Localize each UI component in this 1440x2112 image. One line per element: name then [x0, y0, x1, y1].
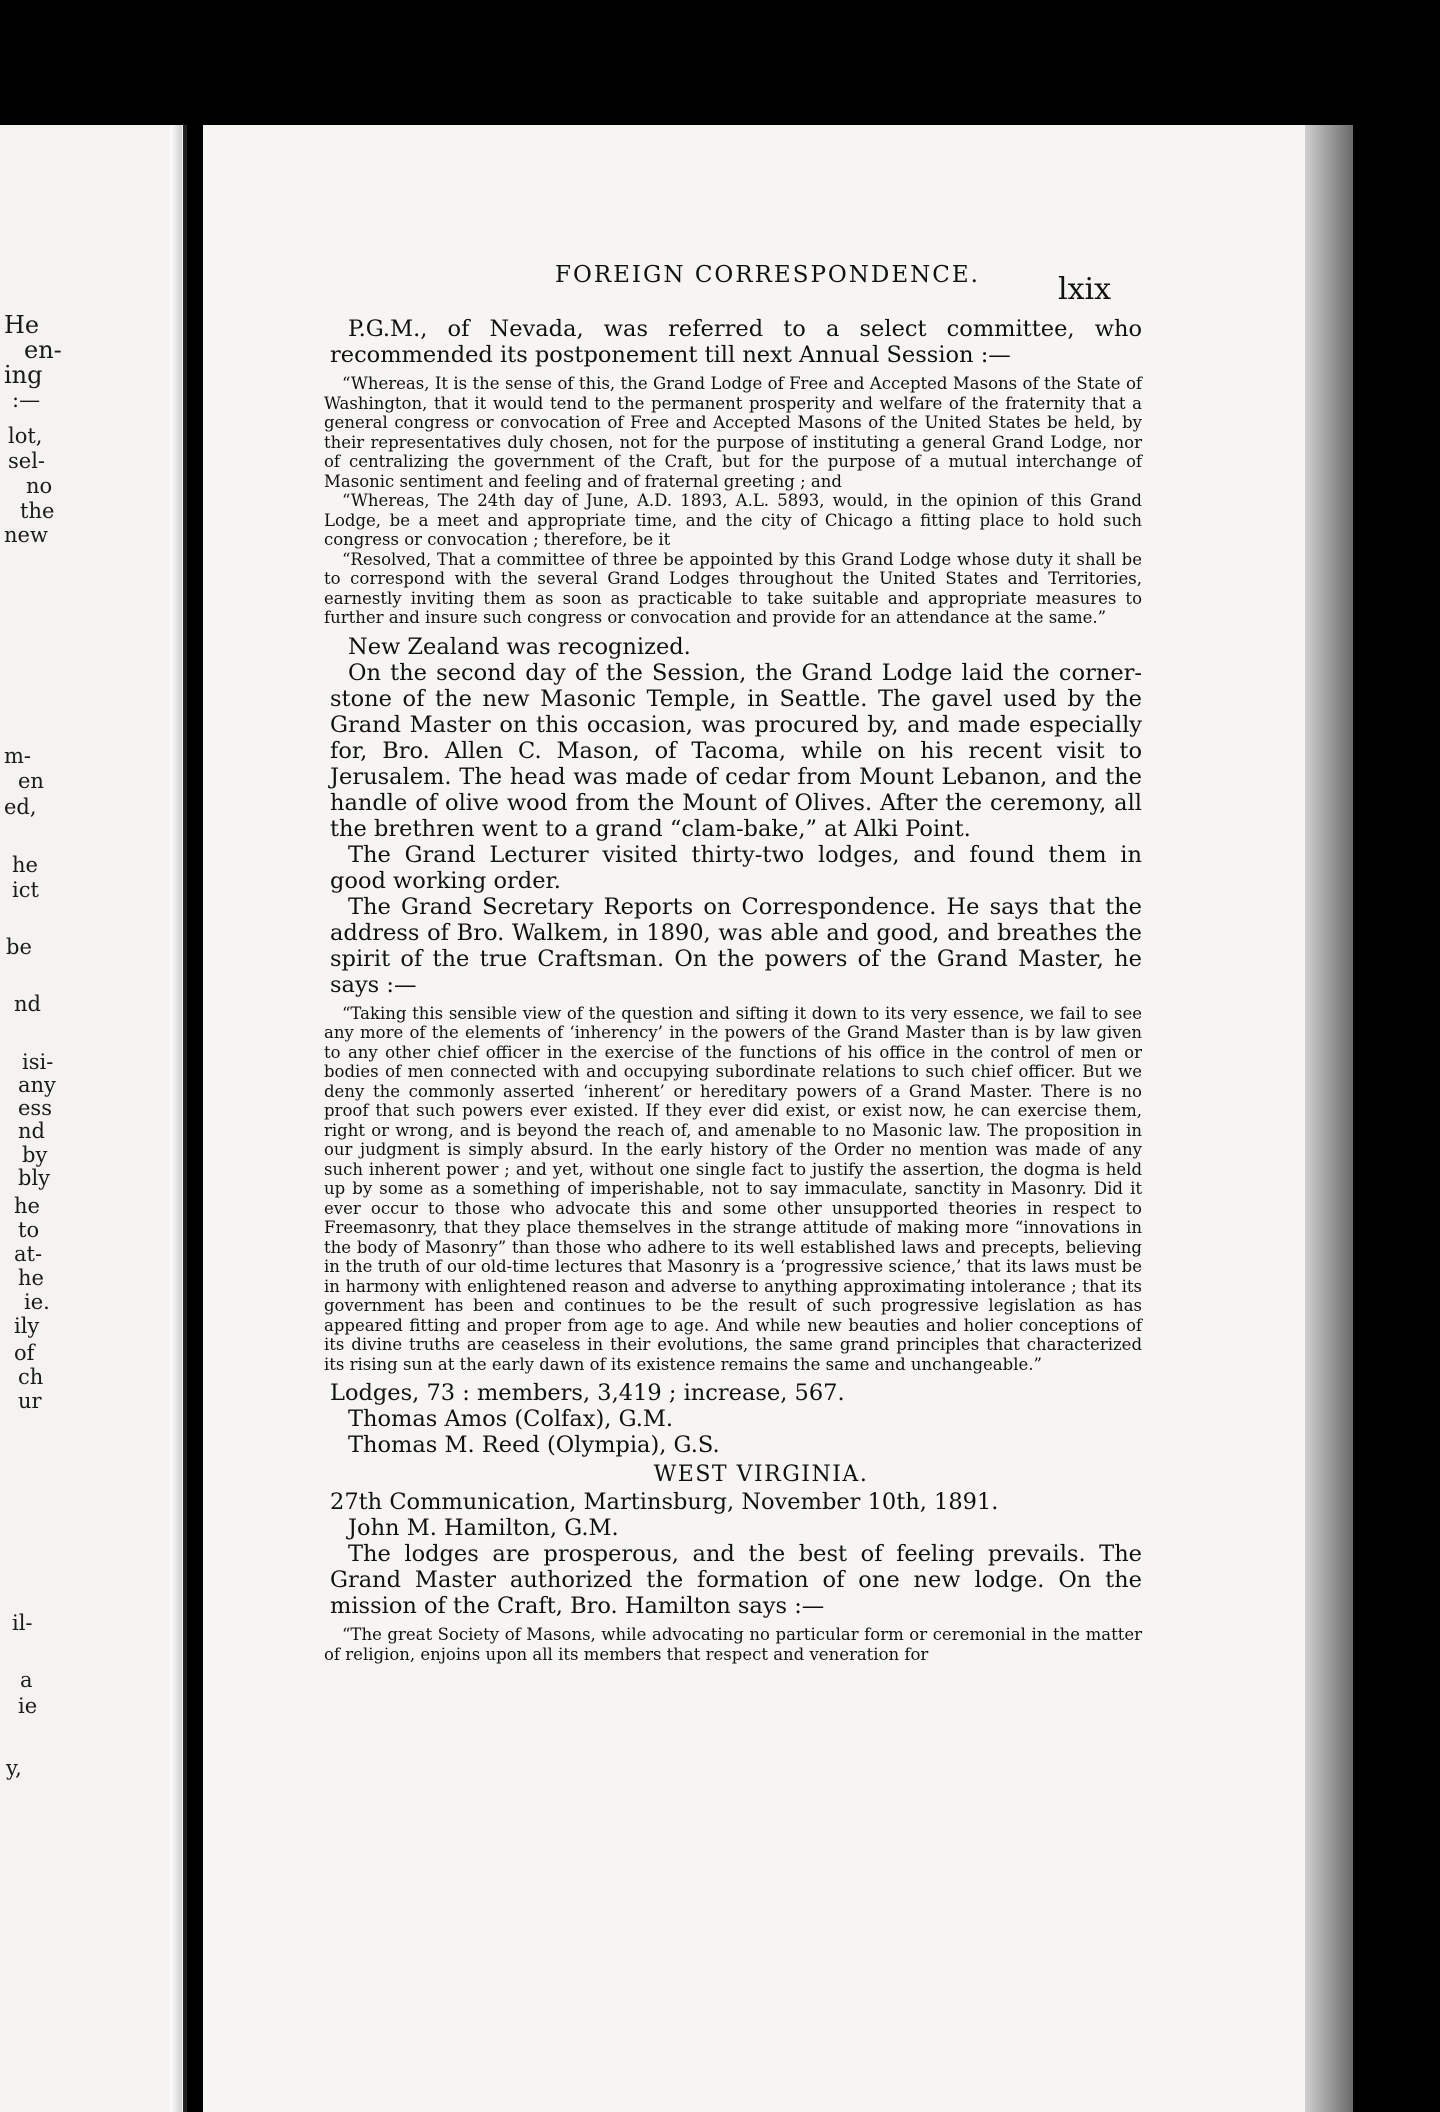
page-number: lxix	[1058, 272, 1112, 307]
quoted-whereas-1: “Whereas, It is the sense of this, the Grand Lodge of Free and Accepted Masons of the State of Washington, that it would tend to the permanent prosperity and welfare of the fraternity that a general congress or convocation of Free and Accepted Masons of the United States be held, by their representatives duly chosen, not for the purpose of instituting a general Grand Lodge, nor of centralizing the government of the Craft, but for the purpose of a mutual interchange of Masonic sentiment and feeling and of fraternal greeting ; and	[324, 374, 1142, 491]
facing-page-text: ing	[4, 361, 43, 389]
page-body	[324, 316, 1142, 1664]
stat-line: Thomas M. Reed (Olympia), G.S.	[348, 1432, 720, 1458]
facing-page-text: by	[22, 1143, 48, 1167]
quoted-powers-of-grand-master: “Taking this sensible view of the question and sifting it down to its very essence, we fail to see any more of the elements of ‘inherency’ in the powers of the Grand Master than is by law given to any other chief officer in the exercise of the functions of his office in the control of men or bodies of men connected with and occupying subordinate relations to such chief officer. But we deny the commonly asserted ‘inherent’ or hereditary powers of a Grand Master. There is no proof that such powers ever existed. If they ever did exist, or exist now, he can exercise them, right or wrong, and is beyond the reach of, and amenable to no Masonic law. The proposition in our judgment is simply absurd. In the early history of the Order no mention was made of any such inherent power ; and yet, without one single fact to justify the assertion, the dogma is held up by some as a something of imperishable, not to say immaculate, sanctity in Masonry. Did it ever occur to those who advocate this and some other unsupported theories in respect to Freemasonry, that they place themselves in the strange attitude of making more “innovations in the body of Masonry” than those who adhere to its well established laws and precepts, believing in the truth of our old-time lectures that Masonry is a ‘progressive science,’ that its laws must be in harmony with enlightened reason and adverse to anything approximating intolerance ; that its government has been and continues to be the result of such progressive legislation as has appeared fitting and proper from age to age. And while new beauties and holier conceptions of its divine truths are ceaseless in their evolutions, the same grand principles that characterized its rising sun at the early dawn of its existence remains the same and unchangeable.”	[324, 1003, 1142, 1374]
facing-page-text: the	[20, 499, 55, 523]
facing-page-text: nd	[18, 1119, 45, 1143]
facing-page-text: ie	[18, 1694, 38, 1718]
gutter	[183, 125, 187, 2112]
quoted-resolution: “Resolved, That a committee of three be appointed by this Grand Lodge whose duty it shall be to correspond with the several Grand Lodges throughout the United States and Territories, earnestly inviting them as soon as practicable to take suitable and appropriate measures to further and insure such congress or convocation and provide for an attendance at the same.”	[324, 549, 1142, 627]
facing-page-text: en	[18, 769, 44, 793]
facing-page-text: he	[12, 853, 38, 877]
page-shadow	[1305, 125, 1353, 2112]
paragraph: The Grand Lecturer visited thirty-two lodges, and found them in good working order.	[330, 841, 1142, 894]
paragraph: The Grand Secretary Reports on Correspondence. He says that the address of Bro. Walkem, in 1890, was able and good, and breathes the spirit of the true Craftsman. On the powers of the Grand Master, he says :—	[330, 893, 1142, 998]
paragraph: P.G.M., of Nevada, was referred to a select committee, who recommended its postponement till next Annual Session :—	[330, 316, 1142, 368]
facing-page-text: at-	[14, 1242, 43, 1266]
facing-page-text: be	[6, 935, 32, 959]
paragraph: The lodges are prosperous, and the best of feeling prevails. The Grand Master authorized the formation of one new lodge. On the mission of the Craft, Bro. Hamilton says :—	[330, 1541, 1142, 1619]
quoted-mission: “The great Society of Masons, while advocating no particular form or ceremonial in the matter of religion, enjoins upon all its members that respect and veneration for	[324, 1625, 1142, 1664]
facing-page-text: to	[18, 1218, 40, 1242]
quoted-whereas-2: “Whereas, The 24th day of June, A.D. 1893, A.L. 5893, would, in the opinion of this Grand Lodge, be a meet and appropriate time, and the city of Chicago a fitting place to hold such congress or convocation ; therefore, be it	[324, 491, 1142, 549]
facing-page-text: ily	[14, 1314, 40, 1338]
facing-page-text: il-	[12, 1611, 33, 1635]
detail-line: John M. Hamilton, G.M.	[348, 1515, 619, 1541]
facing-page-text: isi-	[22, 1050, 54, 1074]
facing-page-text: no	[26, 474, 53, 498]
communication-details	[330, 1489, 1142, 1541]
detail-line: 27th Communication, Martinsburg, November 10th, 1891.	[330, 1489, 999, 1515]
facing-page-text: y,	[6, 1756, 22, 1780]
section-heading: WEST VIRGINIA.	[653, 1462, 869, 1487]
paragraph: On the second day of the Session, the Grand Lodge laid the corner-stone of the new Masonic Temple, in Seattle. The gavel used by the Grand Master on this occasion, was procured by, and made especially for, Bro. Allen C. Mason, of Tacoma, while on his recent visit to Jerusalem. The head was made of cedar from Mount Lebanon, and the handle of olive wood from the Mount of Olives. After the ceremony, all the brethren went to a grand “clam-bake,” at Alki Point.	[330, 659, 1142, 842]
facing-page-text: he	[18, 1266, 44, 1290]
facing-page-text: lot,	[8, 424, 43, 448]
facing-page-text: sel-	[8, 449, 46, 473]
facing-page-text: of	[14, 1341, 35, 1365]
facing-page-text: ie.	[24, 1290, 50, 1314]
facing-page-text: ess	[18, 1096, 52, 1120]
statistics	[330, 1380, 1142, 1458]
facing-page-text: :—	[12, 388, 41, 412]
paragraph: New Zealand was recognized.	[348, 633, 691, 660]
stat-line: Thomas Amos (Colfax), G.M.	[348, 1406, 674, 1432]
facing-page-fragment	[0, 125, 183, 2112]
facing-page-text: m-	[4, 744, 32, 768]
facing-page-text: nd	[14, 992, 41, 1016]
stat-line: Lodges, 73 : members, 3,419 ; increase, 567.	[330, 1380, 845, 1406]
facing-page-text: new	[4, 523, 48, 547]
facing-page-text: bly	[18, 1166, 51, 1190]
facing-page-text: a	[20, 1668, 33, 1692]
facing-page-text: ch	[18, 1365, 44, 1389]
page-edge	[170, 125, 182, 2112]
facing-page-text: he	[14, 1194, 40, 1218]
facing-page-text: ed,	[4, 795, 37, 819]
facing-page-text: He	[4, 311, 40, 339]
facing-page-text: ur	[18, 1389, 42, 1413]
facing-page-text: any	[18, 1073, 56, 1097]
facing-page-text: ict	[12, 878, 39, 902]
running-title: FOREIGN CORRESPONDENCE.	[555, 262, 980, 288]
facing-page-text: en-	[24, 336, 62, 364]
